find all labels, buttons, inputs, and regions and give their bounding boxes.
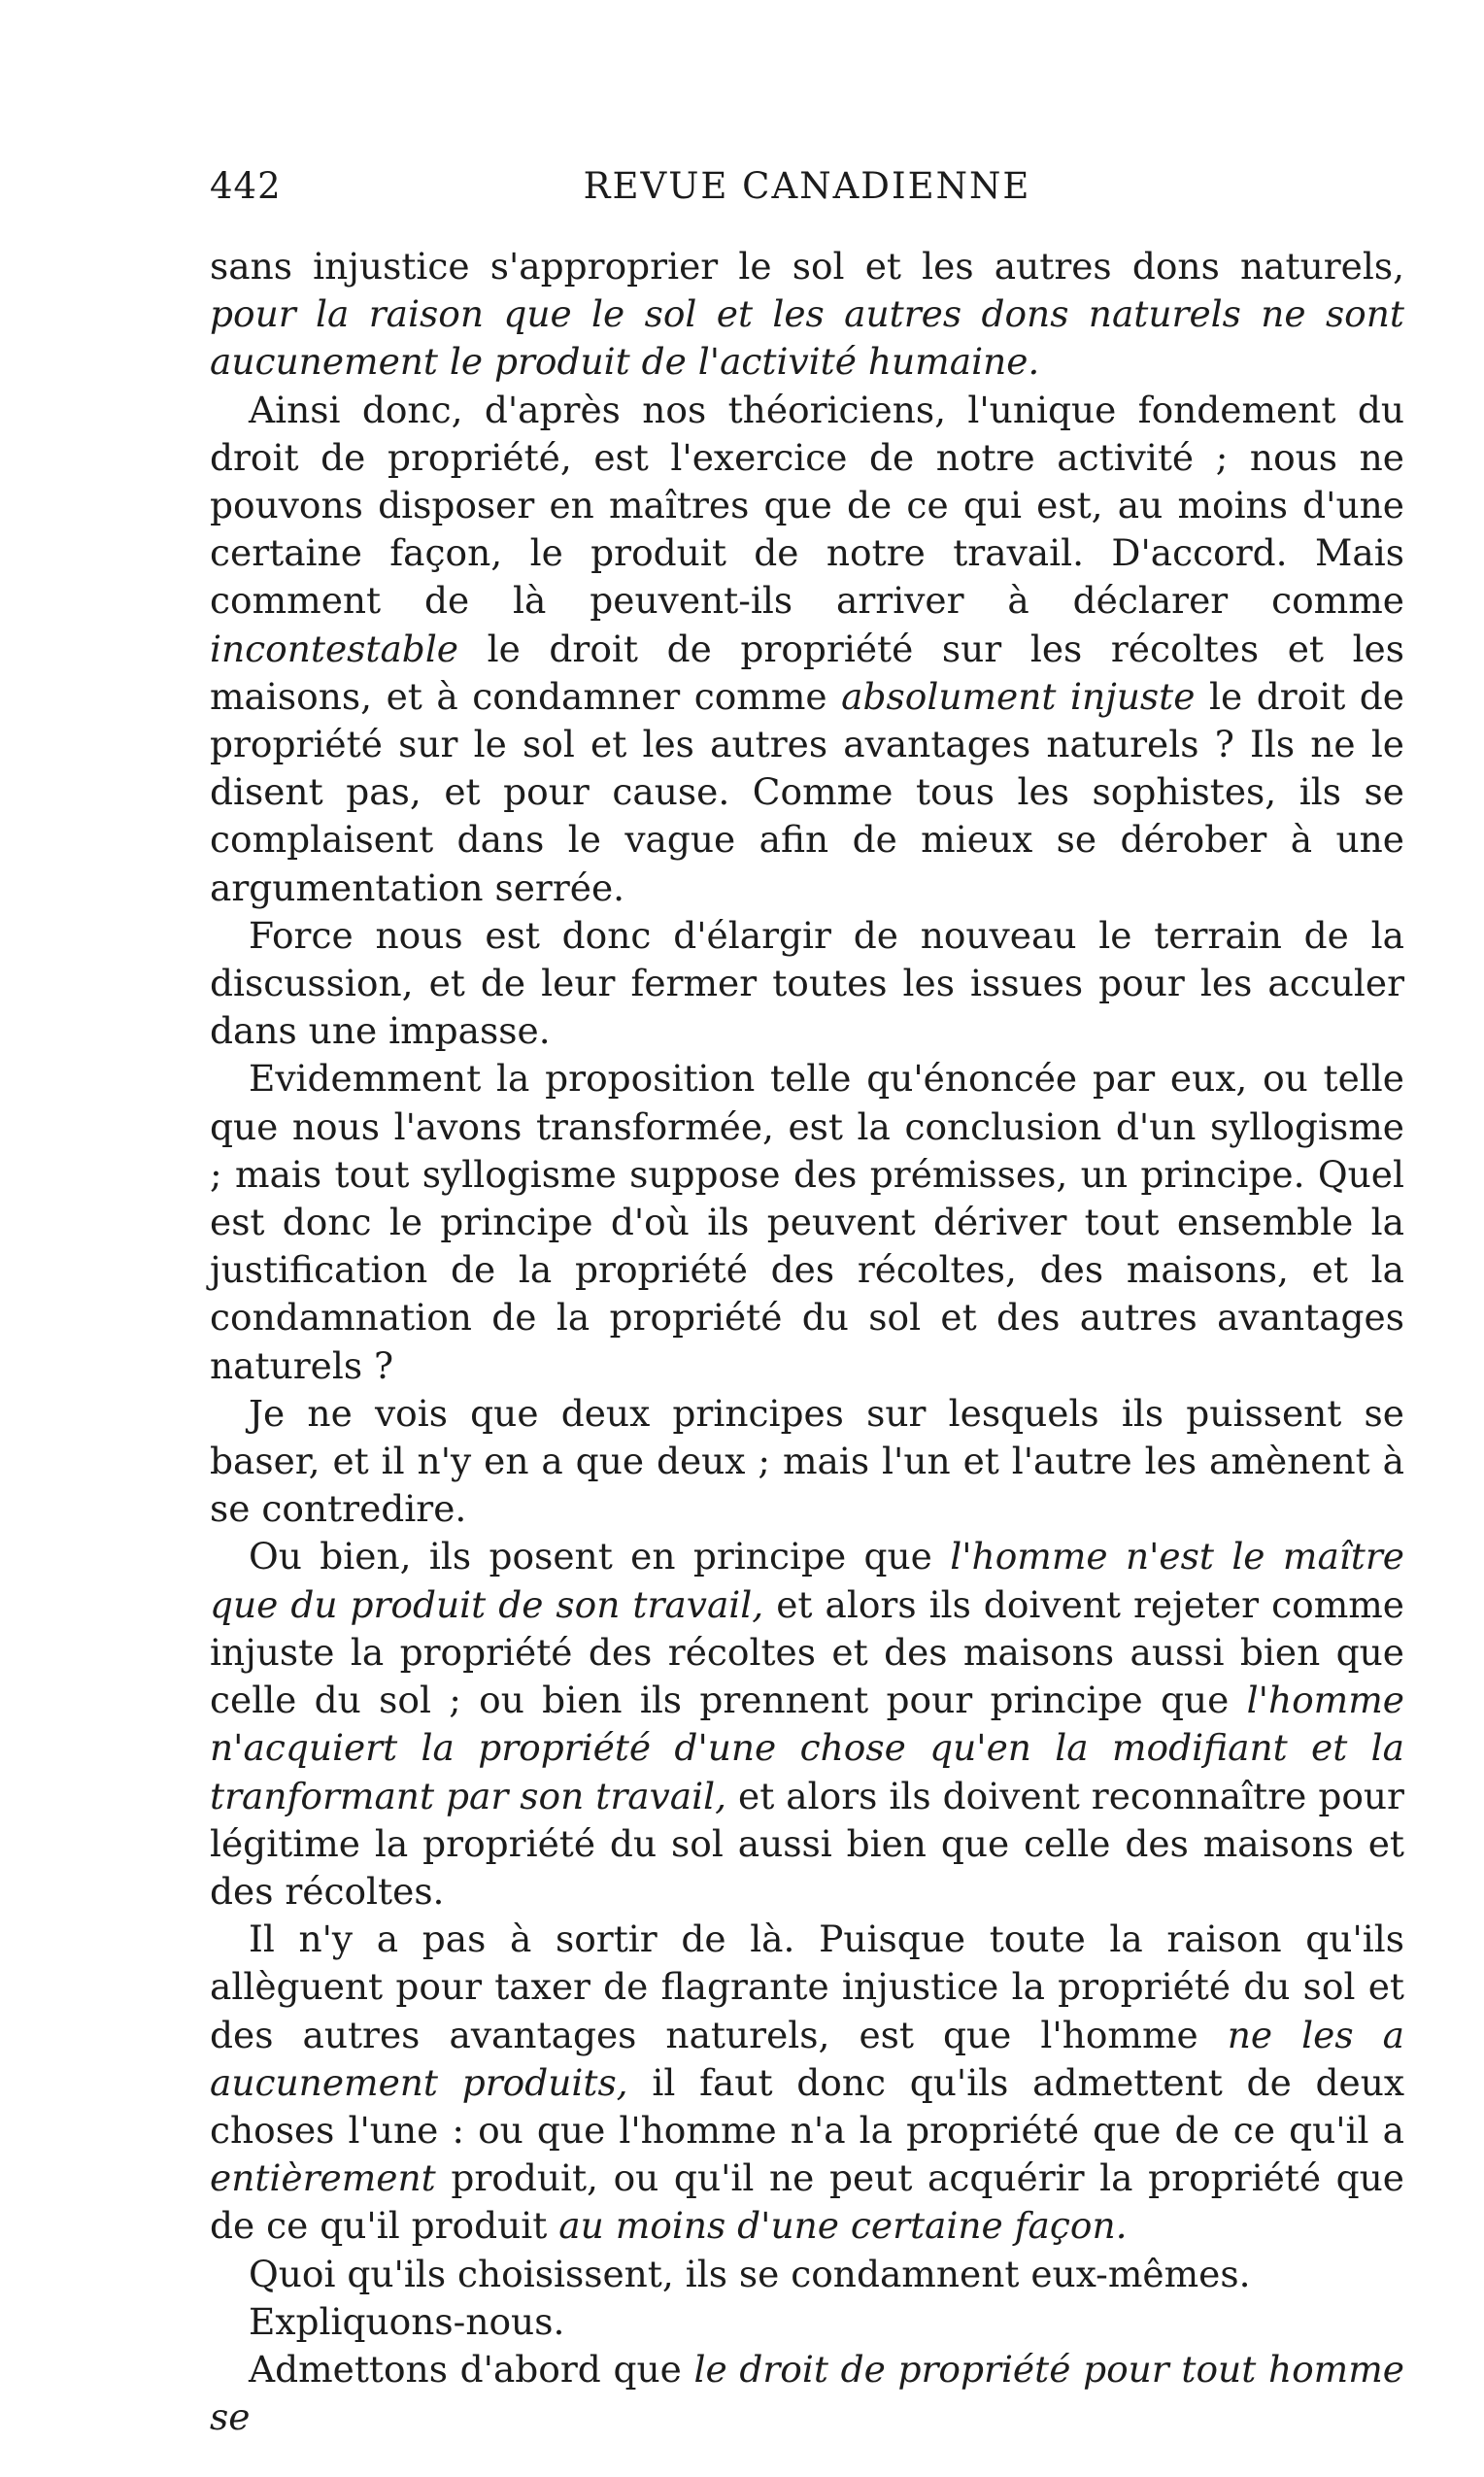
text-segment: Ou bien, ils posent en principe que <box>249 1535 951 1578</box>
paragraph <box>210 2346 1404 2441</box>
text-segment: Il n'y a pas à sortir de là. Puisque toute la raison qu'ils allèguent pour taxer de flagrante injustice la propriété du sol et des autres avantages naturels, est que l'homme <box>210 1917 1404 2056</box>
page-number: 442 <box>210 165 282 207</box>
text-segment: Ainsi donc, d'après nos théoriciens, l'unique fondement du droit de propriété, est l'exercice de notre activité ; nous ne pouvons disposer en maîtres que de ce qui est, au moins d'une certaine façon, le produit de notre travail. D'accord. Mais comment de là peuvent-ils arriver à déclarer comme <box>210 388 1404 623</box>
running-title: REVUE CANADIENNE <box>583 165 1031 207</box>
paragraph <box>210 912 1404 1056</box>
body-text <box>210 243 1404 2441</box>
text-segment: Force nous est donc d'élargir de nouveau le terrain de la discussion, et de leur fermer toutes les issues pour les acculer dans une impasse. <box>210 913 1404 1053</box>
text-segment: et alors ils doivent rejeter comme injuste la propriété des récoltes et des maisons aussi bien que celle du sol ; ou bien ils prennent pour principe que <box>210 1582 1404 1722</box>
paragraph <box>210 387 1404 912</box>
italic-segment: au moins d'une certaine façon. <box>558 2204 1128 2248</box>
italic-segment: l'homme n'acquiert la propriété d'une chose qu'en la modifiant et la tranformant par son travail, <box>210 1679 1404 1817</box>
italic-segment: le droit de propriété pour tout homme se <box>210 2347 1404 2439</box>
italic-segment: l'homme n'est le maître que du produit de son travail, <box>210 1535 1404 1626</box>
italic-segment: entièrement <box>210 2156 436 2200</box>
text-segment: sans injustice s'approprier le sol et les autres dons naturels, <box>210 245 1404 288</box>
paragraph <box>210 2298 1404 2346</box>
paragraph <box>210 1390 1404 1534</box>
italic-segment: ne les a aucunement produits, <box>210 2013 1404 2104</box>
italic-segment: incontestable <box>210 627 458 670</box>
paragraph <box>210 1533 1404 1916</box>
text-segment: il faut donc qu'ils admettent de deux choses l'une : ou que l'homme n'a la propriété que de ce qu'il a <box>210 2060 1404 2152</box>
text-segment: Admettons d'abord que <box>249 2347 694 2391</box>
text-segment: Evidemment la proposition telle qu'énoncée par eux, ou telle que nous l'avons transformée, est la conclusion d'un syllogisme ; mais tout syllogisme suppose des prémisses, un principe. Quel est donc le principe d'où ils peuvent dériver tout ensemble la justification de la propriété des récoltes, des maisons, et la condamnation de la propriété du sol et des autres avantages naturels ? <box>210 1057 1404 1387</box>
text-segment: Je ne vois que deux principes sur lesquels ils puissent se baser, et il n'y en a que deux ; mais l'un et l'autre les amènent à se contredire. <box>210 1391 1404 1531</box>
text-segment: le droit de propriété sur le sol et les autres avantages naturels ? Ils ne le disent pas, et pour cause. Comme tous les sophistes, ils se complaisent dans le vague afin de mieux se dérober à une argumentation serrée. <box>210 674 1404 909</box>
text-segment: produit, ou qu'il ne peut acquérir la propriété que de ce qu'il produit <box>210 2156 1404 2248</box>
paragraph <box>210 243 1404 387</box>
paragraph <box>210 2251 1404 2298</box>
text-segment: le droit de propriété sur les récoltes et les maisons, et à condamner comme <box>210 627 1404 718</box>
text-segment: Expliquons-nous. <box>249 2299 565 2343</box>
italic-segment: pour la raison que le sol et les autres dons naturels ne sont aucunement le produit de l'activité humaine. <box>210 292 1404 384</box>
italic-segment: absolument injuste <box>841 674 1196 718</box>
page-header <box>210 165 1404 223</box>
text-segment: et alors ils doivent reconnaître pour légitime la propriété du sol aussi bien que celle des maisons et des récoltes. <box>210 1774 1404 1913</box>
paragraph <box>210 1916 1404 2250</box>
text-segment: Quoi qu'ils choisissent, ils se condamnent eux-mêmes. <box>249 2252 1251 2295</box>
paragraph <box>210 1055 1404 1389</box>
